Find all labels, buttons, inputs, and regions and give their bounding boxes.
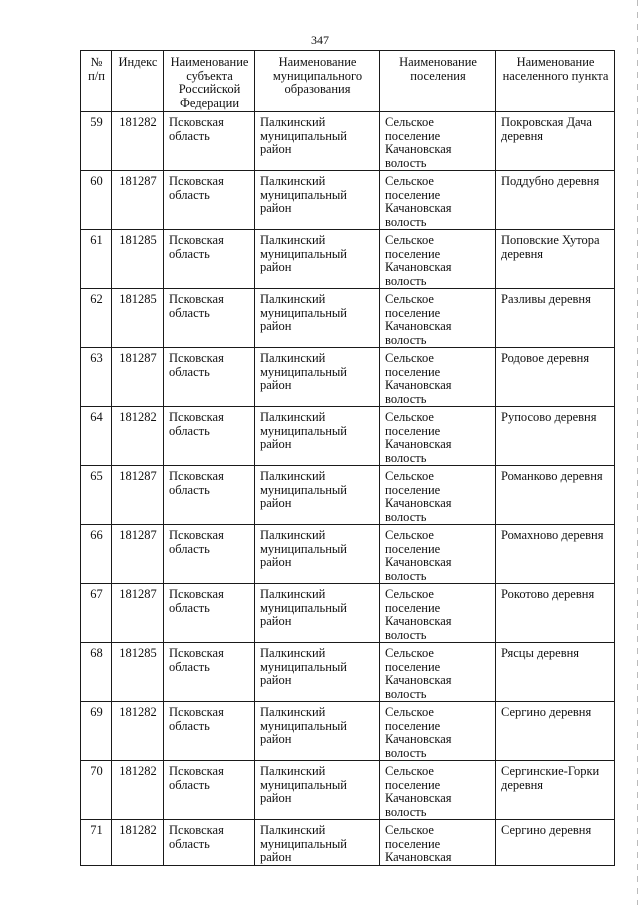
municipal-name: Палкинский муниципальный район	[255, 761, 380, 820]
settlement-name: Сельское поселение Качановская волость	[380, 702, 496, 761]
page-number: 347	[311, 33, 329, 47]
settlements-table	[80, 50, 615, 866]
header-index: Индекс	[112, 51, 164, 112]
locality-name: Сергино деревня	[496, 702, 615, 761]
row-number: 61	[81, 230, 112, 289]
municipal-name: Палкинский муниципальный район	[255, 171, 380, 230]
subject-name: Псковская область	[164, 171, 255, 230]
municipal-name: Палкинский муниципальный район	[255, 525, 380, 584]
municipal-name: Палкинский муниципальный район	[255, 230, 380, 289]
locality-name: Рясцы деревня	[496, 643, 615, 702]
settlement-name: Сельское поселение Качановская волость	[380, 407, 496, 466]
table-row	[81, 820, 615, 866]
municipal-name: Палкинский муниципальный район	[255, 289, 380, 348]
postal-index: 181287	[112, 466, 164, 525]
municipal-name: Палкинский муниципальный район	[255, 702, 380, 761]
subject-name: Псковская область	[164, 112, 255, 171]
table-row	[81, 643, 615, 702]
locality-name: Рупосово деревня	[496, 407, 615, 466]
postal-index: 181282	[112, 761, 164, 820]
subject-name: Псковская область	[164, 584, 255, 643]
locality-name: Романково деревня	[496, 466, 615, 525]
settlement-name: Сельское поселение Качановская волость	[380, 761, 496, 820]
settlement-name: Сельское поселение Качановская волость	[380, 230, 496, 289]
settlement-name: Сельское поселение Качановская волость	[380, 584, 496, 643]
table-row	[81, 171, 615, 230]
postal-index: 181285	[112, 289, 164, 348]
row-number: 60	[81, 171, 112, 230]
row-number: 62	[81, 289, 112, 348]
postal-index: 181282	[112, 702, 164, 761]
locality-name: Поповские Хутора деревня	[496, 230, 615, 289]
postal-index: 181282	[112, 112, 164, 171]
municipal-name: Палкинский муниципальный район	[255, 348, 380, 407]
postal-index: 181287	[112, 348, 164, 407]
row-number: 70	[81, 761, 112, 820]
table-row	[81, 584, 615, 643]
municipal-name: Палкинский муниципальный район	[255, 112, 380, 171]
subject-name: Псковская область	[164, 761, 255, 820]
postal-index: 181287	[112, 171, 164, 230]
table-row	[81, 525, 615, 584]
locality-name: Поддубно деревня	[496, 171, 615, 230]
locality-name: Разливы деревня	[496, 289, 615, 348]
table-body	[81, 112, 615, 866]
subject-name: Псковская область	[164, 466, 255, 525]
table-row	[81, 466, 615, 525]
row-number: 71	[81, 820, 112, 866]
settlement-name: Сельское поселение Качановская волость	[380, 525, 496, 584]
postal-index: 181282	[112, 820, 164, 866]
header-num: № п/п	[81, 51, 112, 112]
table-row	[81, 348, 615, 407]
table-row	[81, 407, 615, 466]
row-number: 59	[81, 112, 112, 171]
municipal-name: Палкинский муниципальный район	[255, 407, 380, 466]
row-number: 69	[81, 702, 112, 761]
settlement-name: Сельское поселение Качановская	[380, 820, 496, 866]
municipal-name: Палкинский муниципальный район	[255, 820, 380, 866]
settlement-name: Сельское поселение Качановская волость	[380, 171, 496, 230]
postal-index: 181285	[112, 643, 164, 702]
subject-name: Псковская область	[164, 525, 255, 584]
row-number: 67	[81, 584, 112, 643]
locality-name: Сергинские-Горки деревня	[496, 761, 615, 820]
postal-index: 181287	[112, 584, 164, 643]
scan-edge-divider	[637, 0, 638, 905]
row-number: 68	[81, 643, 112, 702]
locality-name: Ромахново деревня	[496, 525, 615, 584]
settlement-name: Сельское поселение Качановская волость	[380, 466, 496, 525]
municipal-name: Палкинский муниципальный район	[255, 584, 380, 643]
subject-name: Псковская область	[164, 643, 255, 702]
postal-index: 181285	[112, 230, 164, 289]
table-row	[81, 702, 615, 761]
header-locality: Наименование населенного пункта	[496, 51, 615, 112]
table-row	[81, 761, 615, 820]
table-row	[81, 289, 615, 348]
settlement-name: Сельское поселение Качановская волость	[380, 112, 496, 171]
locality-name: Родовое деревня	[496, 348, 615, 407]
table-row	[81, 112, 615, 171]
header-subject: Наименование субъекта Российской Федерации	[164, 51, 255, 112]
locality-name: Рокотово деревня	[496, 584, 615, 643]
row-number: 66	[81, 525, 112, 584]
header-municipal: Наименование муниципального образования	[255, 51, 380, 112]
subject-name: Псковская область	[164, 230, 255, 289]
settlement-name: Сельское поселение Качановская волость	[380, 643, 496, 702]
row-number: 64	[81, 407, 112, 466]
subject-name: Псковская область	[164, 820, 255, 866]
postal-index: 181282	[112, 407, 164, 466]
settlement-name: Сельское поселение Качановская волость	[380, 289, 496, 348]
table-row	[81, 230, 615, 289]
header-settlement: Наименование поселения	[380, 51, 496, 112]
subject-name: Псковская область	[164, 407, 255, 466]
locality-name: Покровская Дача деревня	[496, 112, 615, 171]
subject-name: Псковская область	[164, 348, 255, 407]
row-number: 63	[81, 348, 112, 407]
subject-name: Псковская область	[164, 702, 255, 761]
settlement-name: Сельское поселение Качановская волость	[380, 348, 496, 407]
row-number: 65	[81, 466, 112, 525]
municipal-name: Палкинский муниципальный район	[255, 643, 380, 702]
municipal-name: Палкинский муниципальный район	[255, 466, 380, 525]
table-header-row	[81, 51, 615, 112]
subject-name: Псковская область	[164, 289, 255, 348]
locality-name: Сергино деревня	[496, 820, 615, 866]
postal-index: 181287	[112, 525, 164, 584]
